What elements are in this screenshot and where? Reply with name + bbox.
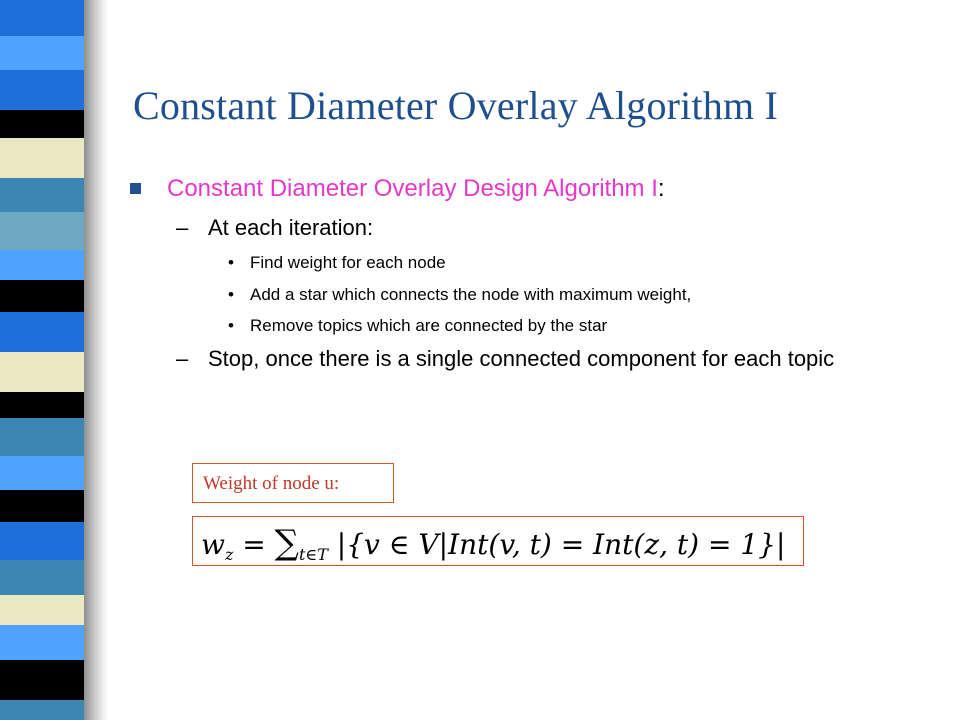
dot-marker: • bbox=[228, 285, 234, 304]
stripe-block bbox=[0, 560, 90, 595]
decorative-stripe-bar bbox=[0, 0, 110, 720]
weight-label-text: Weight of node u: bbox=[203, 473, 340, 494]
stripe-block bbox=[0, 392, 90, 418]
main-bullet-text bbox=[167, 175, 665, 203]
stripe-block bbox=[0, 418, 90, 456]
stripe-block bbox=[0, 212, 90, 250]
weight-label-box bbox=[192, 463, 394, 503]
stripe-block bbox=[0, 352, 90, 392]
main-bullet-colon: : bbox=[657, 175, 665, 202]
sub-item-iteration bbox=[176, 214, 373, 242]
stripe-block bbox=[0, 312, 90, 352]
stripe-block bbox=[0, 250, 90, 280]
stripe-block bbox=[0, 70, 90, 110]
stripe-block bbox=[0, 490, 90, 522]
stripe-block bbox=[0, 138, 90, 178]
stripe-block bbox=[0, 522, 90, 560]
stripe-block bbox=[0, 0, 90, 36]
stripe-block bbox=[0, 625, 90, 660]
step-remove-topics bbox=[228, 316, 607, 336]
stripe-block bbox=[0, 660, 90, 700]
formula-w: w bbox=[201, 528, 225, 561]
formula-w-subscript: z bbox=[224, 545, 234, 564]
stripe-block bbox=[0, 700, 90, 720]
stripe-block bbox=[0, 110, 90, 138]
slide-title: Constant Diameter Overlay Algorithm I bbox=[133, 83, 779, 128]
stripe-block bbox=[0, 178, 90, 212]
dash-marker: – bbox=[176, 215, 189, 240]
dot-marker: • bbox=[228, 253, 234, 272]
formula-sum-symbol: ∑ bbox=[274, 523, 299, 563]
step-text: Remove topics which are connected by the star bbox=[250, 316, 608, 335]
square-bullet-icon bbox=[130, 183, 141, 194]
formula-equals: = bbox=[233, 528, 275, 561]
stripe-block bbox=[0, 456, 90, 490]
sub-item-text: At each iteration: bbox=[208, 215, 374, 240]
step-text: Find weight for each node bbox=[250, 253, 446, 272]
stripe-block bbox=[0, 36, 90, 70]
formula-body: |{v ∈ V|Int(v, t) = Int(z, t) = 1}| bbox=[327, 528, 786, 561]
stripe-block bbox=[0, 595, 90, 625]
step-text: Add a star which connects the node with maximum weight, bbox=[250, 285, 692, 304]
sub-item-stop bbox=[176, 345, 908, 373]
sub-item-text: Stop, once there is a single connected component for each topic bbox=[208, 346, 835, 371]
stripe-block bbox=[0, 280, 90, 312]
step-find-weight bbox=[228, 253, 446, 273]
step-add-star bbox=[228, 285, 691, 305]
dot-marker: • bbox=[228, 316, 234, 335]
formula-sum-subscript: t∈T bbox=[298, 545, 328, 564]
dash-marker: – bbox=[176, 346, 189, 371]
main-bullet-label: Constant Diameter Overlay Design Algorithm I bbox=[167, 175, 658, 202]
weight-formula bbox=[192, 516, 804, 566]
stripe-shadow bbox=[84, 0, 108, 720]
